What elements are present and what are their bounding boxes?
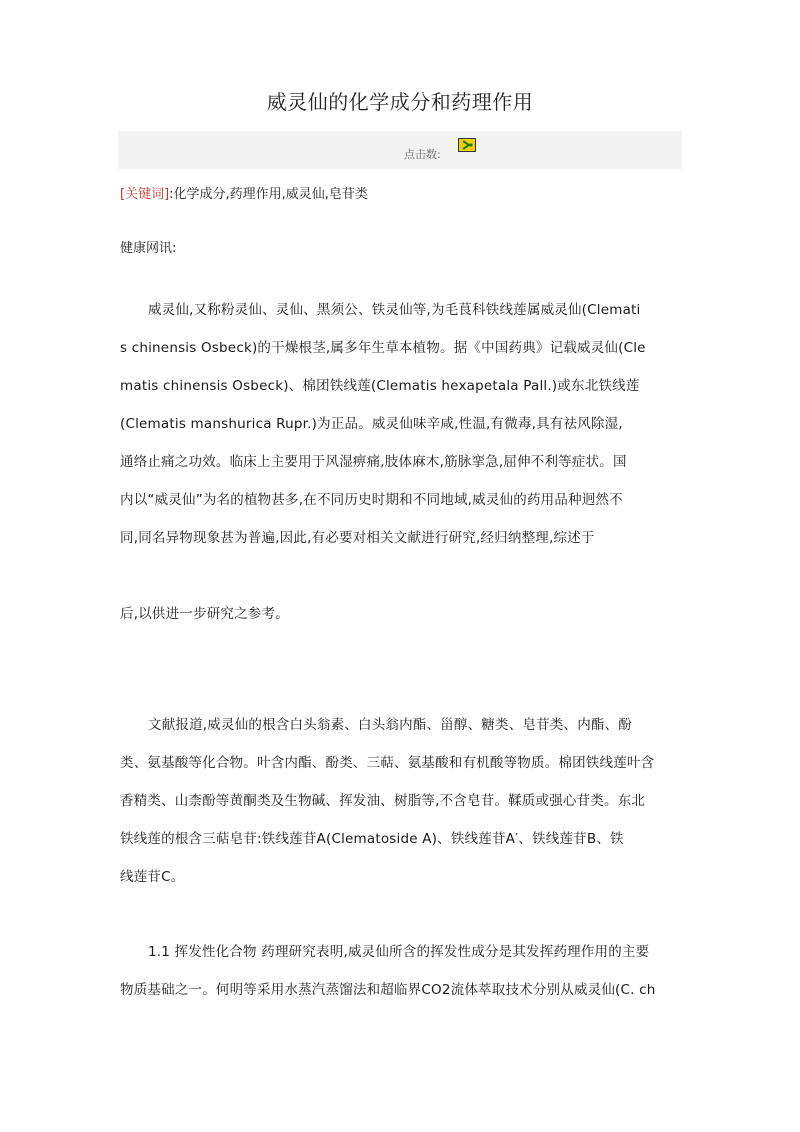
click-count-label: 点击数: [404,148,441,161]
meta-bar [118,131,682,169]
keywords-text: :化学成分,药理作用,威灵仙,皂苷类 [169,187,368,202]
text-line: matis chinensis Osbeck)、棉团铁线莲(Clematis hexapetala Pall.)或东北铁线莲 [120,378,640,394]
text-line: 后,以供进一步研究之参考。 [120,606,289,622]
text-line: 线莲苷C。 [120,869,185,885]
text-line: 内以“威灵仙”为名的植物甚多,在不同历史时期和不同地域,威灵仙的药用品种迥然不 [120,492,623,508]
text-line: 铁线莲的根含三萜皂苷:铁线莲苷A(Clematoside A)、铁线莲苷A′、铁线莲苷B、铁 [120,831,624,847]
text-line: s chinensis Osbeck)的干燥根茎,属多年生草本植物。据《中国药典》记载威灵仙(Cle [120,340,646,356]
text-line: 威灵仙,又称粉灵仙、灵仙、黑须公、铁灵仙等,为毛茛科铁线莲属威灵仙(Clemati [148,302,641,318]
text-line: (Clematis manshurica Rupr.)为正品。威灵仙味辛咸,性温,有微毒,具有祛风除湿, [120,416,623,432]
keywords-line [120,183,368,202]
text-line: 香精类、山柰酚等黄酮类及生物碱、挥发油、树脂等,不含皂苷。鞣质或强心苷类。东北 [120,793,646,809]
keywords-label: [关键词] [120,187,170,202]
counter-icon [458,138,476,152]
text-line: 文献报道,威灵仙的根含白头翁素、白头翁内酯、甾醇、糖类、皂苷类、内酯、酚 [148,717,632,733]
page-title: 威灵仙的化学成分和药理作用 [266,90,534,114]
text-line: 物质基础之一。何明等采用水蒸汽蒸馏法和超临界CO2流体萃取技术分别从威灵仙(C. ch [120,982,656,998]
text-line: 通络止痛之功效。临床上主要用于风湿痹痛,肢体麻木,筋脉挛急,屈伸不利等症状。国 [120,454,627,470]
source-label: 健康网讯: [120,241,177,256]
text-line: 1.1 挥发性化合物 药理研究表明,威灵仙所含的挥发性成分是其发挥药理作用的主要 [148,944,650,960]
text-line: 同,同名异物现象甚为普遍,因此,有必要对相关文献进行研究,经归纳整理,综述于 [120,530,595,546]
text-line: 类、氨基酸等化合物。叶含内酯、酚类、三萜、氨基酸和有机酸等物质。棉团铁线莲叶含 [120,755,655,771]
